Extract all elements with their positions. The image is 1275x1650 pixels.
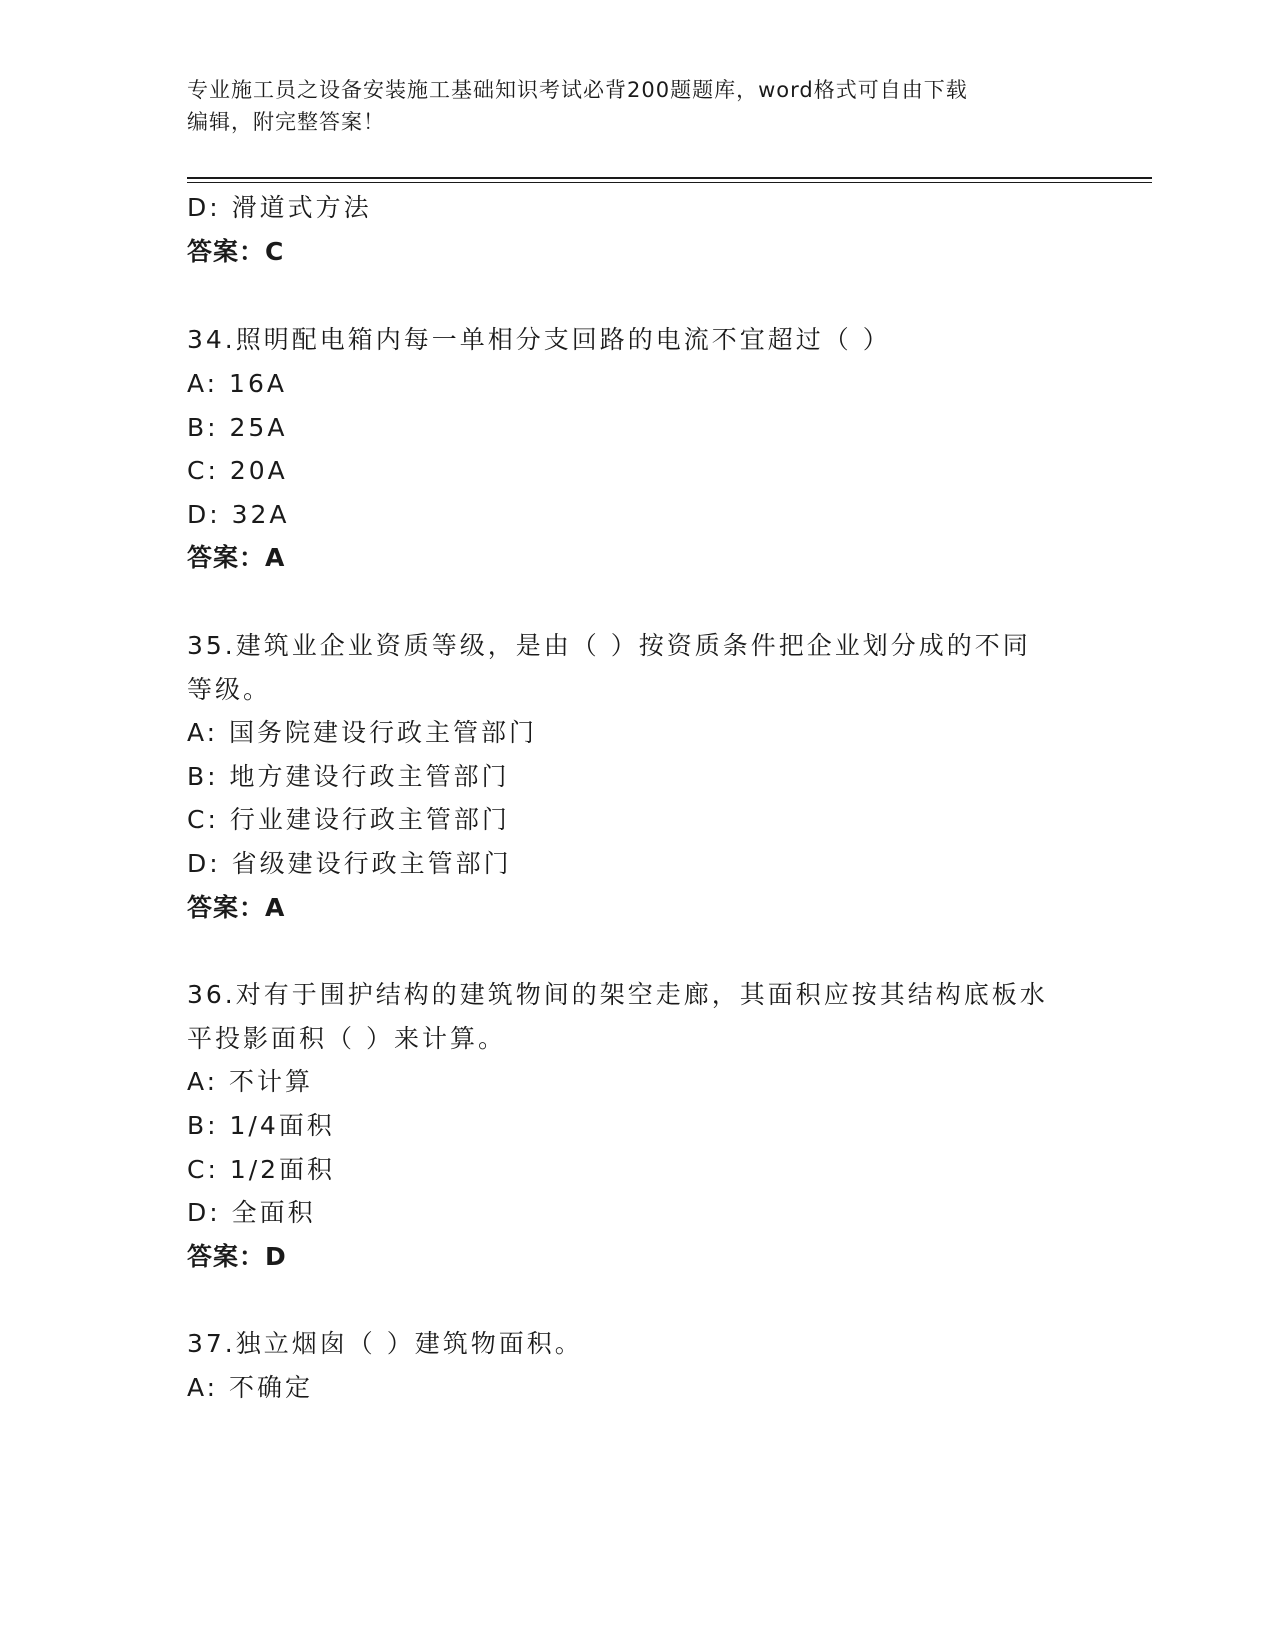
q34-option-c: C: 20A: [187, 456, 288, 485]
q36-stem-line-1: 36.对有于围护结构的建筑物间的架空走廊，其面积应按其结构底板水: [187, 980, 1048, 1009]
q33-option-d: D: 滑道式方法: [187, 193, 372, 222]
q34-option-a: A: 16A: [187, 369, 287, 398]
q36-option-d: D: 全面积: [187, 1198, 316, 1227]
q36-option-b: B: 1/4面积: [187, 1111, 335, 1140]
q37-stem: 37.独立烟囱（ ）建筑物面积。: [187, 1329, 583, 1358]
q36-answer: 答案：D: [187, 1242, 287, 1271]
q35-option-d: D: 省级建设行政主管部门: [187, 849, 512, 878]
q36-option-c: C: 1/2面积: [187, 1155, 336, 1184]
header-divider-thin: [187, 182, 1152, 183]
q35-option-b: B: 地方建设行政主管部门: [187, 762, 510, 791]
q35-answer: 答案：A: [187, 893, 286, 922]
q35-option-a: A: 国务院建设行政主管部门: [187, 718, 538, 747]
q35-stem-line-1: 35.建筑业企业资质等级，是由（ ）按资质条件把企业划分成的不同: [187, 631, 1031, 660]
q36-option-a: A: 不计算: [187, 1067, 314, 1096]
q34-answer: 答案：A: [187, 543, 286, 572]
q34-stem: 34.照明配电箱内每一单相分支回路的电流不宜超过（ ）: [187, 325, 891, 354]
q35-stem-line-2: 等级。: [187, 675, 272, 704]
q33-answer: 答案：C: [187, 237, 285, 266]
header-title-line-2: 编辑，附完整答案！: [187, 110, 385, 134]
q37-option-a: A: 不确定: [187, 1373, 314, 1402]
header-divider-thick: [187, 177, 1152, 179]
q34-option-b: B: 25A: [187, 413, 288, 442]
document-header: [187, 74, 1087, 138]
q36-stem-line-2: 平投影面积（ ）来计算。: [187, 1024, 506, 1053]
q35-option-c: C: 行业建设行政主管部门: [187, 805, 510, 834]
q34-option-d: D: 32A: [187, 500, 290, 529]
header-title-line-1: 专业施工员之设备安装施工基础知识考试必背200题题库，word格式可自由下载: [187, 78, 968, 102]
